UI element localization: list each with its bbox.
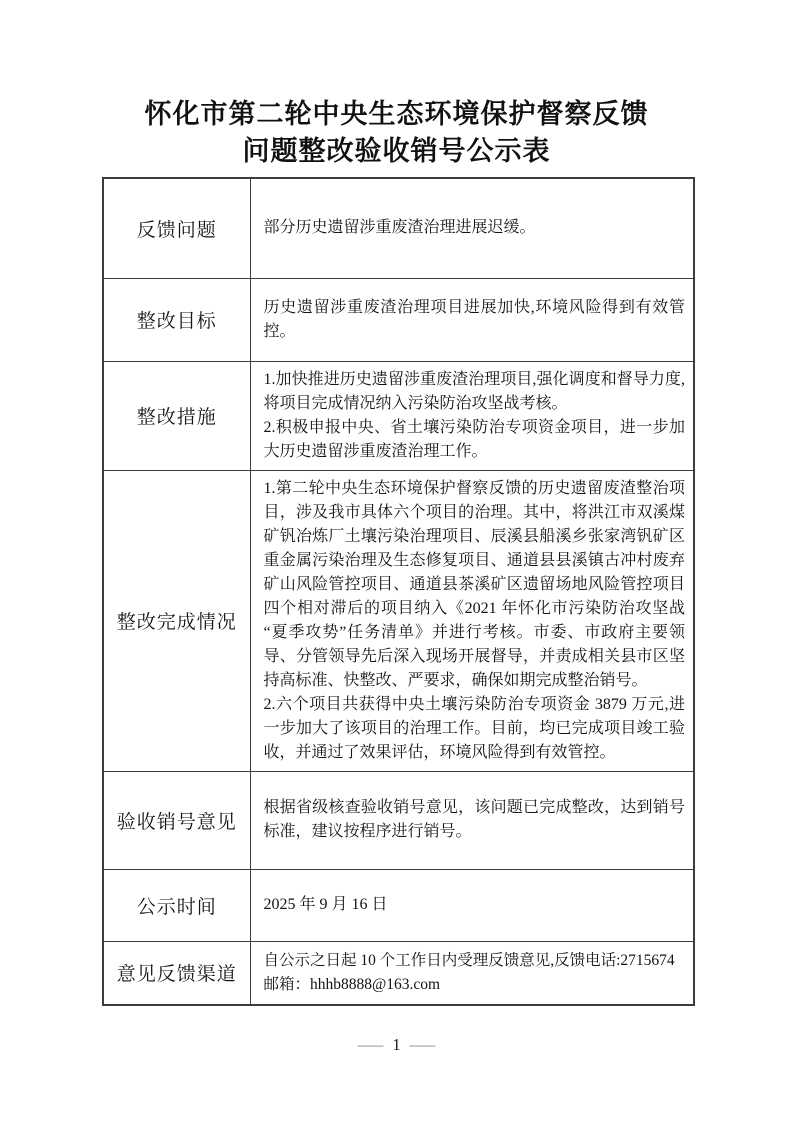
row-label-acceptance-opinion: 验收销号意见 — [103, 771, 250, 869]
table-row-acceptance-opinion — [103, 771, 694, 869]
paragraph: 历史遗留涉重废渣治理项目进展加快,环境风险得到有效管控。 — [263, 298, 685, 340]
paragraph: 1.第二轮中央生态环境保护督察反馈的历史遗留废渣整治项目，涉及我市具体六个项目的治理。其中，将洪江市双溪煤矿钒冶炼厂土壤污染治理项目、辰溪县船溪乡张家湾钒矿区重金属污染治理及生态修复项目、通道县县溪镇古冲村废弃矿山风险管控项目、通道县茶溪矿区遗留场地风险管控项目四个相对滞后的项目纳入《2021 年怀化市污染防治攻坚战“夏季攻势”任务清单》并进行考核。市委、市政府主要领导、分管领导先后深入现场开展督导，并责成相关县市区坚持高标准、快整改、严要求，确保如期完成整治销号。 — [263, 479, 685, 689]
table-row-completion-status — [103, 470, 694, 771]
row-content-publicity-time — [250, 869, 694, 941]
row-content-acceptance-opinion — [250, 771, 694, 869]
row-content-rectification-measures — [250, 361, 694, 470]
paragraph: 1.加快推进历史遗留涉重废渣治理项目,强化调度和督导力度,将项目完成情况纳入污染防治攻坚战考核。 — [263, 370, 685, 412]
title-line-2: 问题整改验收销号公示表 — [242, 136, 551, 166]
footer-dash-right: — — [409, 1035, 436, 1054]
row-content-feedback-problem — [250, 178, 694, 278]
table-row-rectification-measures — [103, 361, 694, 470]
rectification-public-notice-table — [102, 177, 695, 1006]
paragraph: 2.六个项目共获得中央土壤污染防治专项资金 3879 万元,进一步加大了该项目的治理工作。目前，均已完成项目竣工验收，并通过了效果评估，环境风险得到有效管控。 — [263, 695, 685, 761]
row-label-feedback-problem: 反馈问题 — [103, 178, 250, 278]
page-title — [0, 0, 793, 170]
title-line-1: 怀化市第二轮中央生态环境保护督察反馈 — [144, 99, 649, 129]
table-row-publicity-time — [103, 869, 694, 941]
table-row-feedback-problem — [103, 178, 694, 278]
row-content-rectification-target — [250, 278, 694, 361]
feedback-email-line: 邮箱：hhhb8888@163.com — [263, 975, 441, 993]
feedback-phone-line: 自公示之日起 10 个工作日内受理反馈意见,反馈电话:2715674 — [263, 951, 675, 969]
footer-dash-left: — — [357, 1035, 384, 1054]
row-content-completion-status — [250, 470, 694, 771]
table-row-rectification-target — [103, 278, 694, 361]
row-label-rectification-measures: 整改措施 — [103, 361, 250, 470]
paragraph: 根据省级核查验收销号意见，该问题已完成整改，达到销号标准，建议按程序进行销号。 — [263, 799, 685, 840]
table-row-feedback-channel — [103, 941, 694, 1005]
row-label-completion-status: 整改完成情况 — [103, 470, 250, 771]
publicity-date: 2025 年 9 月 16 日 — [263, 896, 388, 913]
paragraph: 2.积极申报中央、省土壤污染防治专项资金项目，进一步加大历史遗留涉重废渣治理工作。 — [263, 418, 685, 460]
paragraph: 部分历史遗留涉重废渣治理进展迟缓。 — [263, 219, 536, 237]
row-label-publicity-time: 公示时间 — [103, 869, 250, 941]
page-number: 1 — [392, 1035, 401, 1054]
row-content-feedback-channel — [250, 941, 694, 1005]
page-footer — [0, 1034, 793, 1056]
row-label-feedback-channel: 意见反馈渠道 — [103, 941, 250, 1005]
row-label-rectification-target: 整改目标 — [103, 278, 250, 361]
